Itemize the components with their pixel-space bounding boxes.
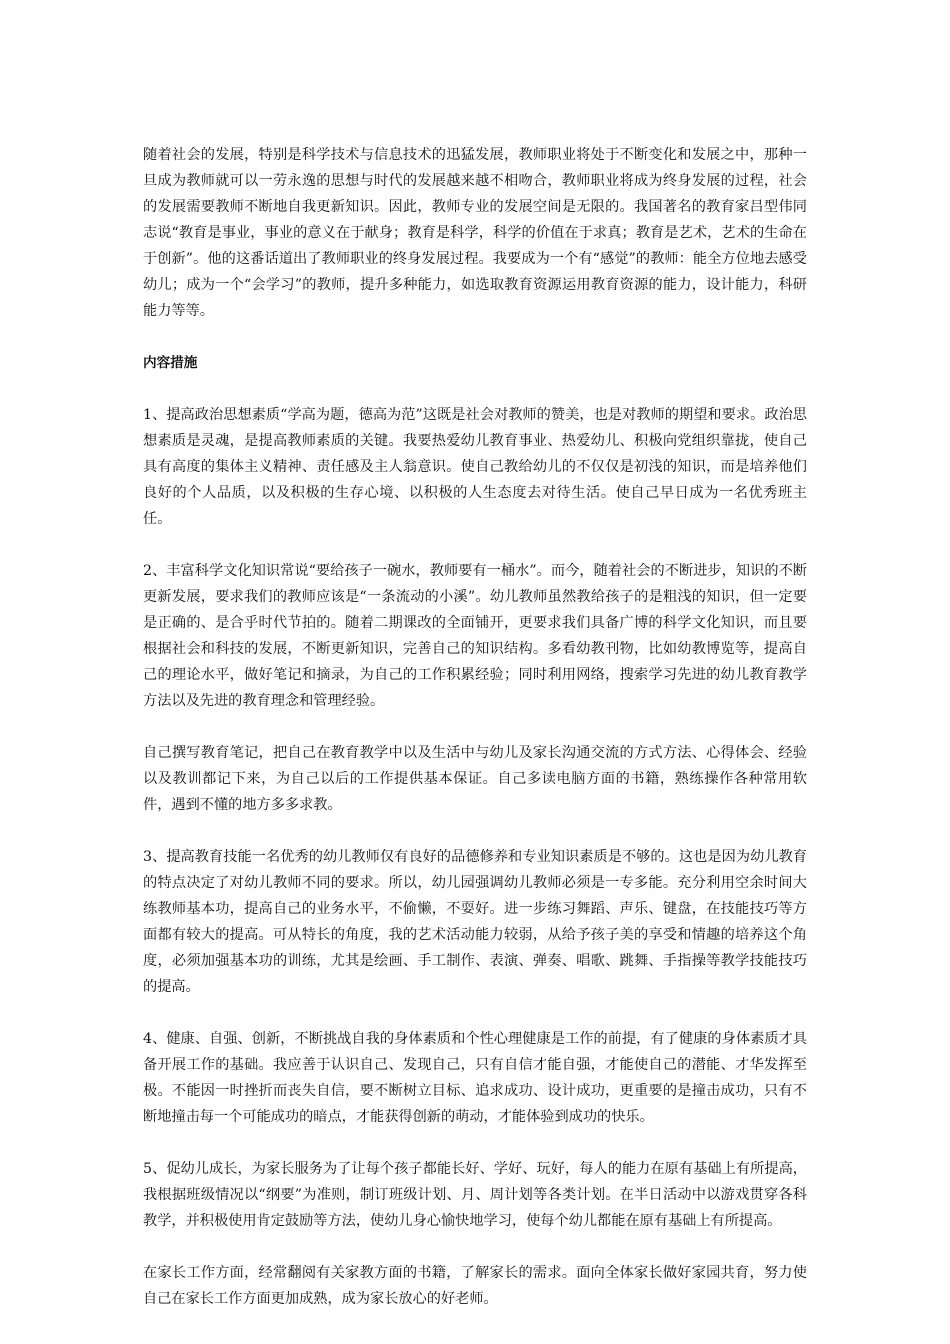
paragraph-measure-3: 3、提高教育技能一名优秀的幼儿教师仅有良好的品德修养和专业知识素质是不够的。这也是因为幼儿教育的特点决定了对幼儿教师不同的要求。所以，幼儿园强调幼儿教师必须是一专多能。充分利用空余时间大练教师基本功，提高自己的业务水平，不偷懒，不耍好。进一步练习舞蹈、声乐、键盘，在技能技巧等方面都有较大的提高。可从特长的角度，我的艺术活动能力较弱，从给予孩子美的享受和情趣的培养这个角度，必须加强基本功的训练，尤其是绘画、手工制作、表演、弹奏、唱歌、跳舞、手指操等教学技能技巧的提高。 bbox=[143, 849, 807, 995]
section-heading: 内容措施 bbox=[143, 355, 198, 371]
document-page bbox=[143, 142, 807, 1338]
intro-paragraph: 随着社会的发展，特别是科学技术与信息技术的迅猛发展，教师职业将处于不断变化和发展之中，那种一旦成为教师就可以一劳永逸的思想与时代的发展越来越不相吻合，教师职业将成为终身发展的过程，社会的发展需要教师不断地自我更新知识。因此，教师专业的发展空间是无限的。我国著名的教育家吕型伟同志说“教育是事业，事业的意义在于献身；教育是科学，科学的价值在于求真；教育是艺术，艺术的生命在于创新”。他的这番话道出了教师职业的终身发展过程。我要成为一个有“感觉”的教师：能全方位地去感受幼儿；成为一个“会学习”的教师，提升多种能力，如选取教育资源运用教育资源的能力，设计能力，科研能力等等。 bbox=[143, 147, 807, 319]
paragraph-measure-2: 2、丰富科学文化知识常说“要给孩子一碗水，教师要有一桶水”。而今，随着社会的不断进步，知识的不断更新发展，要求我们的教师应该是“一条流动的小溪”。幼儿教师虽然教给孩子的是粗浅的知识，但一定要是正确的、是合乎时代节拍的。随着二期课改的全面铺开，更要求我们具备广博的科学文化知识，而且要根据社会和科技的发展，不断更新知识，完善自己的知识结构。多看幼教刊物，比如幼教博览等，提高自己的理论水平，做好笔记和摘录，为自己的工作积累经验；同时利用网络，搜索学习先进的幼儿教育教学方法以及先进的教育理念和管理经验。 bbox=[143, 563, 807, 709]
paragraph-measure-5: 5、促幼儿成长，为家长服务为了让每个孩子都能长好、学好、玩好，每人的能力在原有基础上有所提高，我根据班级情况以“纲要”为准则，制订班级计划、月、周计划等各类计划。在半日活动中以游戏贯穿各科教学，并积极使用肯定鼓励等方法，使幼儿身心愉快地学习，使每个幼儿都能在原有基础上有所提高。 bbox=[143, 1161, 807, 1229]
paragraph-measure-1: 1、提高政治思想素质“学高为题，德高为范”这既是社会对教师的赞美，也是对教师的期望和要求。政治思想素质是灵魂，是提高教师素质的关键。我要热爱幼儿教育事业、热爱幼儿、积极向党组织靠拢，使自己具有高度的集体主义精神、责任感及主人翁意识。使自己教给幼儿的不仅仅是初浅的知识，而是培养他们良好的个人品质，以及积极的生存心境、以积极的人生态度去对待生活。使自己早日成为一名优秀班主任。 bbox=[143, 407, 807, 527]
paragraph-parent-work: 在家长工作方面，经常翻阅有关家教方面的书籍，了解家长的需求。面向全体家长做好家园共育，努力使自己在家长工作方面更加成熟，成为家长放心的好老师。 bbox=[143, 1265, 807, 1307]
paragraph-measure-4: 4、健康、自强、创新，不断挑战自我的身体素质和个性心理健康是工作的前提，有了健康的身体素质才具备开展工作的基础。我应善于认识自己、发现自己，只有自信才能自强，才能使自己的潜能、才华发挥至极。不能因一时挫折而丧失自信，要不断树立目标、追求成功、设计成功，更重要的是撞击成功，只有不断地撞击每一个可能成功的暗点，才能获得创新的萌动，才能体验到成功的快乐。 bbox=[143, 1031, 807, 1125]
paragraph-teaching-notes: 自己撰写教育笔记，把自己在教育教学中以及生活中与幼儿及家长沟通交流的方式方法、心得体会、经验以及教训都记下来，为自己以后的工作提供基本保证。自己多读电脑方面的书籍，熟练操作各种常用软件，遇到不懂的地方多多求教。 bbox=[143, 745, 807, 813]
